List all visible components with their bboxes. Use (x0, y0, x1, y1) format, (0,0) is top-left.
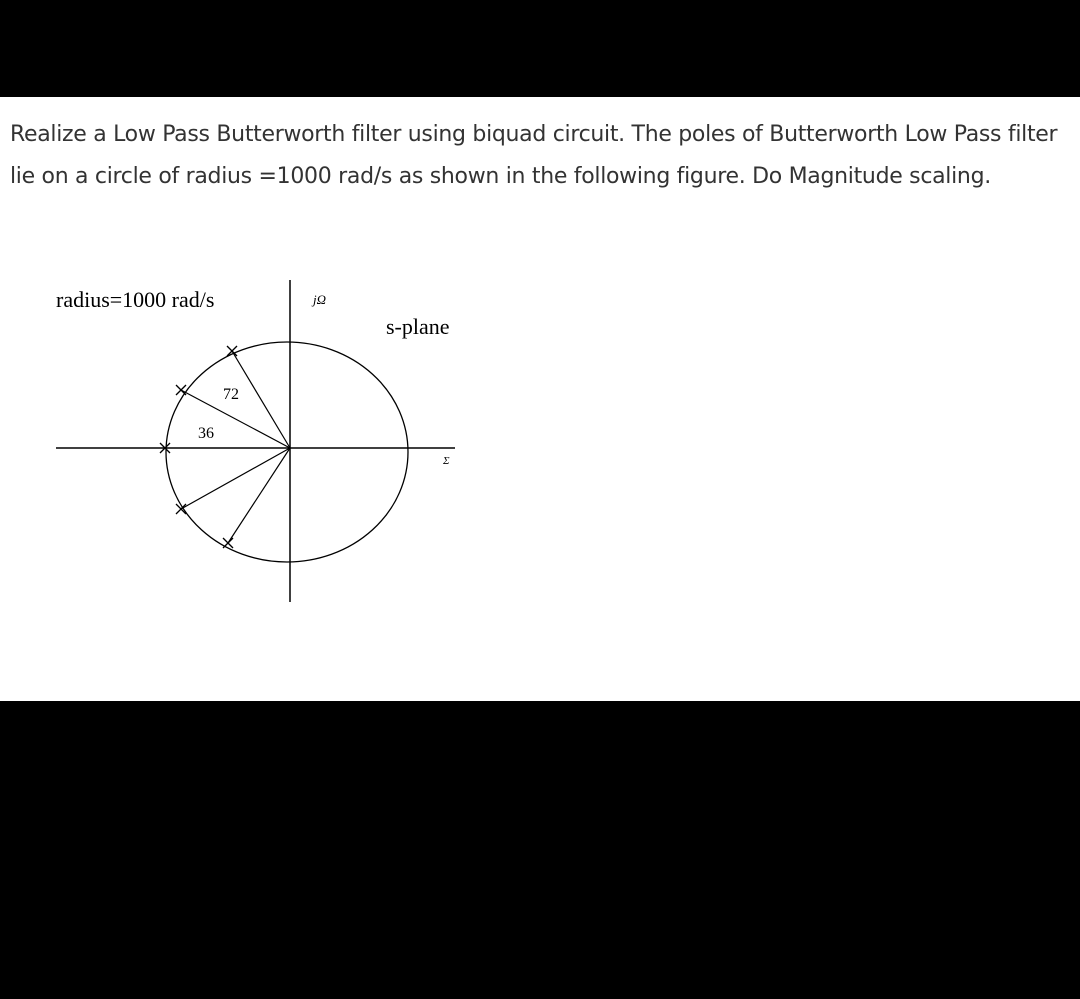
question-text: Realize a Low Pass Butterworth filter using biquad circuit. The poles of Butterworth Low Pass filter lie on a circle of radius =1000 rad/s as shown in the following figure. Do Magnitude scaling. (10, 122, 1058, 189)
s-plane-diagram (0, 97, 1080, 701)
radial-line-3 (181, 448, 290, 509)
radial-line-4 (228, 448, 290, 543)
imaginary-axis-label: jΩ (313, 292, 327, 307)
angle-label-72: 72 (223, 386, 239, 403)
radial-line-1 (232, 351, 290, 448)
angle-label-36: 36 (198, 425, 214, 442)
radius-label: radius=1000 rad/s (56, 287, 215, 312)
s-plane-label: s-plane (386, 314, 450, 339)
pole-marker-2 (176, 385, 186, 395)
question-card (0, 97, 1080, 701)
real-axis-label: Σ (443, 455, 450, 467)
pole-marker-5 (223, 538, 233, 548)
bottom-black-band (0, 701, 1080, 999)
top-black-band (0, 0, 1080, 97)
